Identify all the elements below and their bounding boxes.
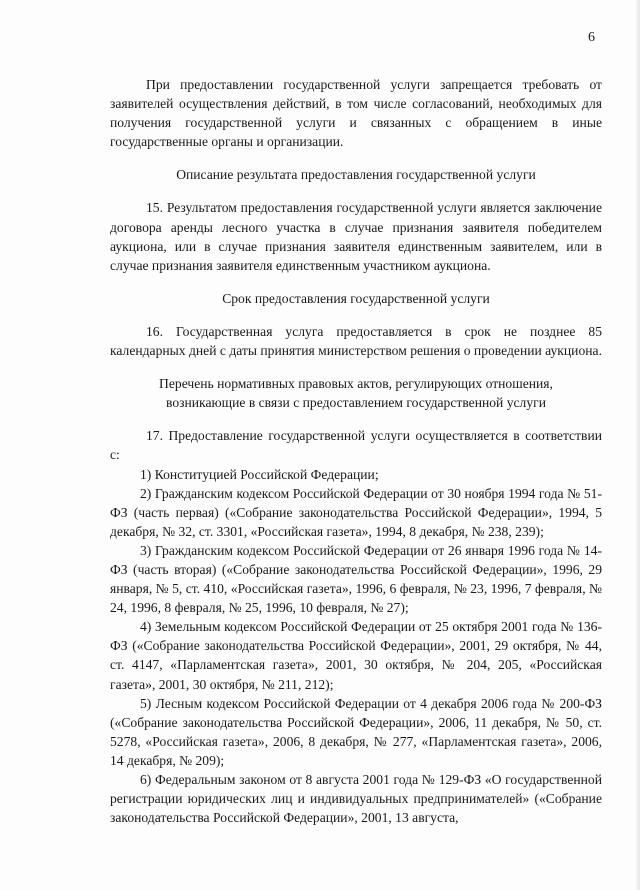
list-item: 1) Конституцией Российской Федерации; [140, 466, 379, 482]
list-item: 3) Гражданским кодексом Российской Федерации от 26 января 1996 года № 14-ФЗ (часть вторая) («Собрание законодательства Российской Федерации», 1996, 29 января, № 5, ст. 410, «Российская газета», 1996, 6 февраля, № 23, 1996, 7 февраля, № 24, 1996, 8 февраля, № 25, 1996, 10 февраля, № 27); [110, 542, 602, 616]
paragraph-16: 16. Государственная услуга предоставляется в срок не позднее 85 календарных дней с даты принятия министерством решения о проведении аукциона. [110, 323, 602, 359]
list-item: 5) Лесным кодексом Российской Федерации от 4 декабря 2006 года № 200-ФЗ («Собрание законодательства Российской Федерации», 2006, 11 декабря, № 50, ст. 5278, «Российская газета», 2006, 8 декабря, № 277, «Парламентская газета», 2006, 14 декабря, № 209); [110, 695, 602, 768]
heading-acts-line2: возникающие в связи с предоставлением государственной услуги [166, 395, 546, 411]
paragraph-17: 17. Предоставление государственной услуги осуществляется в соответствии с: [110, 428, 602, 463]
paragraph-intro: При предоставлении государственной услуги запрещается требовать от заявителей осуществления действий, в том числе согласований, необходимых для получения государственной услуги и связанных с обращением в иные государственные органы и организации. [110, 77, 602, 150]
heading-acts [110, 374, 602, 412]
scan-edge [636, 0, 640, 890]
list-item: 2) Гражданским кодексом Российской Федерации от 30 ноября 1994 года № 51-ФЗ (часть первая) («Собрание законодательства Российской Федерации», 1994, 5 декабря, № 32, ст. 3301, «Российская газета», 1994, 8 декабря, № 238, 239); [110, 485, 602, 539]
paragraph-15: 15. Результатом предоставления государственной услуги является заключение договора аренды лесного участка в случае признания заявителя победителем аукциона, или в случае признания заявителя единственным заявителем, или в случае признания заявителя единственным участником аукциона. [110, 200, 602, 273]
heading-term: Срок предоставления государственной услуги [222, 290, 490, 306]
list-item: 4) Земельным кодексом Российской Федерации от 25 октября 2001 года № 136-ФЗ («Собрание законодательства Российской Федерации», 2001, 29 октября, № 44, ст. 4147, «Парламентская газета», 2001, 30 октября, № 204, 205, «Российская газета», 2001, 30 октября, № 211, 212); [110, 619, 602, 692]
heading-result: Описание результата предоставления государственной услуги [176, 167, 536, 183]
list-item: 6) Федеральным законом от 8 августа 2001 года № 129-ФЗ «О государственной регистрации юридических лиц и индивидуальных предпринимателей» («Собрание законодательства Российской Федерации», 2001, 13 августа, [110, 772, 602, 826]
page-number: 6 [588, 30, 595, 45]
document-body [110, 75, 602, 827]
heading-acts-line1: Перечень нормативных правовых актов, регулирующих отношения, [159, 376, 553, 392]
